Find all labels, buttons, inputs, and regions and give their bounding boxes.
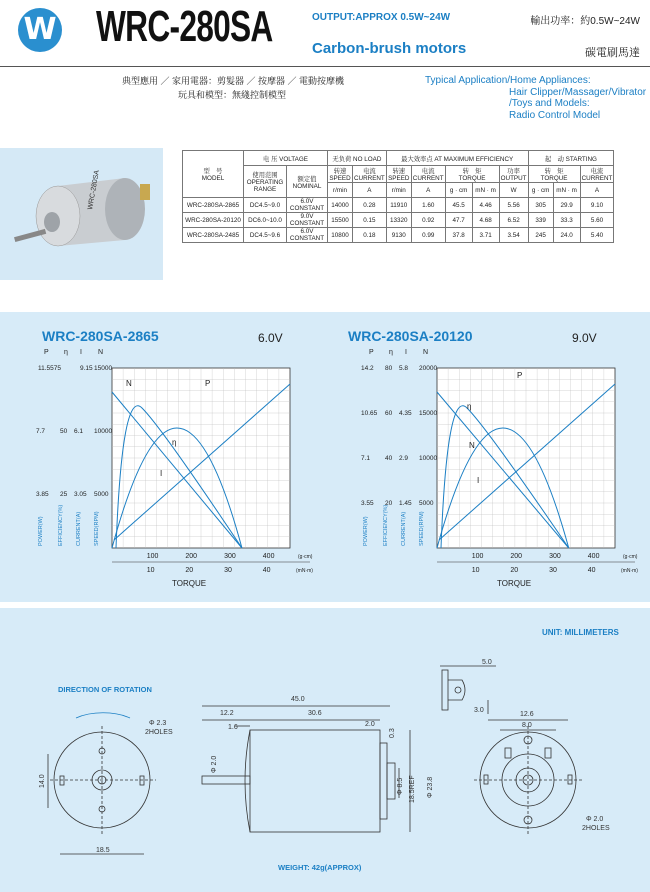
svg-text:18.5: 18.5 (96, 847, 110, 854)
svg-text:1.6: 1.6 (228, 724, 238, 731)
y-tick-label: 3.05 (74, 490, 87, 498)
header-divider (0, 66, 650, 67)
table-cell: 24.0 (553, 228, 580, 243)
axis-head: N (98, 349, 104, 356)
svg-text:18.5REF: 18.5REF (409, 775, 416, 803)
table-cell: 47.7 (445, 213, 472, 228)
table-row (183, 198, 614, 213)
table-row (183, 213, 614, 228)
table-cell: 4.68 (472, 213, 499, 228)
col-starting: 起 动 STARTING (528, 151, 614, 166)
table-cell: 0.18 (353, 228, 387, 243)
svg-text:3.0: 3.0 (474, 707, 484, 714)
y-tick-label: 5000 (94, 490, 109, 498)
curve-label: I (477, 476, 480, 485)
table-cell: 6.0V CONSTANT (287, 198, 328, 213)
y-tick-label: 3.55 (361, 500, 374, 507)
motor-photo (0, 148, 163, 280)
y-tick-label: 4.35 (399, 410, 412, 417)
y-tick-label: 60 (385, 410, 393, 417)
x-label: TORQUE (497, 579, 532, 588)
table-cell: 245 (528, 228, 553, 243)
curve-label: P (205, 379, 211, 388)
unit-gcm: (g·cm) (298, 554, 313, 560)
table-cell: WRC-280SA-2485 (183, 228, 244, 243)
svg-text:8.0: 8.0 (522, 722, 532, 729)
x-tick-gcm: 300 (224, 553, 236, 560)
output-range-cn: 輸出功率：約0.5W~24W (530, 16, 640, 27)
y-tick-label: 50 (60, 427, 68, 435)
x-tick-gcm: 400 (262, 553, 275, 560)
table-cell: 14000 (328, 198, 353, 213)
table-cell: 45.5 (445, 198, 472, 213)
rotation-label: DIRECTION OF ROTATION (58, 685, 152, 694)
table-cell: 3.54 (499, 228, 528, 243)
table-cell: 6.0V CONSTANT (287, 228, 328, 243)
col-model: 型 号 MODEL (183, 151, 244, 198)
side-label: SPEED(RPM) (419, 511, 425, 546)
table-cell: 3.71 (472, 228, 499, 243)
y-tick-label: 10000 (419, 455, 438, 462)
col-noload: 无负荷 NO LOAD (328, 151, 387, 166)
applications-en: Typical Application/Home Appliances: Hair Clipper/Massager/Vibrator /Toys and Models: Radio Control Model (425, 75, 647, 121)
x-tick-mnm: 20 (185, 567, 194, 574)
table-cell: 9.10 (580, 198, 614, 213)
photo-label: WRC-280SA (87, 169, 101, 211)
table-cell: 5.60 (580, 213, 614, 228)
svg-text:Φ 2.0: Φ 2.0 (586, 816, 604, 823)
front-view (48, 713, 156, 854)
table-cell: 37.8 (445, 228, 472, 243)
rear-view (474, 720, 582, 834)
curve-label: P (517, 371, 523, 380)
y-tick-label: 6.1 (74, 427, 84, 435)
svg-text:2HOLES: 2HOLES (145, 729, 173, 736)
performance-chart-2865 (0, 340, 325, 590)
performance-chart-20120 (325, 340, 650, 590)
model-title: WRC-280SA (96, 2, 273, 51)
axis-head: I (80, 349, 82, 356)
y-tick-label: 2.9 (399, 455, 409, 462)
dimension-drawing (0, 608, 650, 892)
chart2-title: WRC-280SA-20120 (348, 328, 473, 344)
table-cell: 6.52 (499, 213, 528, 228)
side-label: EFFICIENCY(%) (58, 504, 64, 546)
curve-label: η (172, 438, 177, 447)
y-tick-label: 9.15 (80, 365, 93, 372)
table-cell: DC4.5~9.6 (244, 228, 287, 243)
col-voltage: 电 压 VOLTAGE (244, 151, 328, 166)
x-tick-gcm: 100 (471, 553, 484, 560)
chart1-title: WRC-280SA-2865 (42, 328, 159, 344)
axis-head: P (369, 349, 374, 356)
axis-head: N (423, 349, 429, 356)
svg-text:2HOLES: 2HOLES (582, 825, 610, 832)
chart2-voltage: 9.0V (572, 331, 597, 345)
x-tick-gcm: 200 (185, 553, 198, 560)
curve-label: N (126, 379, 132, 388)
svg-text:Φ 8.5: Φ 8.5 (397, 777, 404, 795)
table-cell: 11910 (386, 198, 411, 213)
curve-label: I (160, 469, 163, 478)
y-tick-label: 5.8 (399, 365, 409, 372)
unit-label: UNIT: MILLIMETERS (542, 628, 619, 637)
y-tick-label: 25 (60, 490, 68, 498)
applications-cn-2: 玩具和模型：無綫控制模型 (178, 90, 287, 100)
weight-label: WEIGHT: 42g(APPROX) (278, 863, 362, 872)
table-cell: 4.46 (472, 198, 499, 213)
svg-text:0.3: 0.3 (389, 728, 396, 738)
y-tick-label: 20 (385, 500, 393, 507)
side-label: CURRENT(A) (76, 511, 82, 546)
x-tick-gcm: 100 (146, 553, 159, 560)
svg-text:30.6: 30.6 (308, 710, 322, 717)
curve-label: N (469, 441, 475, 450)
x-tick-mnm: 10 (146, 567, 155, 574)
x-tick-gcm: 300 (549, 553, 561, 560)
y-tick-label: 15000 (419, 410, 438, 417)
curve-label: η (467, 402, 472, 411)
y-tick-label: 10000 (94, 427, 113, 435)
svg-text:2.0: 2.0 (365, 721, 375, 728)
table-cell: 9130 (386, 228, 411, 243)
axis-head: P (44, 349, 49, 356)
x-tick-mnm: 30 (549, 567, 557, 574)
table-cell: 339 (528, 213, 553, 228)
side-label: POWER(W) (38, 516, 44, 546)
applications-cn-1: 典型應用 ／ 家用電器：剪髮器 ／ 按摩器 ／ 電動按摩機 (122, 76, 345, 86)
unit-mnm: (mN·m) (621, 568, 638, 574)
table-cell: WRC-280SA-20120 (183, 213, 244, 228)
spec-rows (183, 198, 614, 243)
table-cell: 13320 (386, 213, 411, 228)
axis-head: η (389, 349, 393, 356)
table-cell: WRC-280SA-2865 (183, 198, 244, 213)
terminal-detail (440, 666, 496, 714)
x-label: TORQUE (172, 579, 207, 588)
y-tick-label: 7.7 (36, 427, 46, 435)
svg-text:12.2: 12.2 (220, 710, 234, 717)
table-cell: 10800 (328, 228, 353, 243)
x-tick-mnm: 20 (510, 567, 519, 574)
unit-gcm: (g·cm) (623, 554, 638, 560)
side-label: SPEED(RPM) (94, 511, 100, 546)
x-tick-gcm: 200 (510, 553, 523, 560)
product-type: Carbon-brush motors (312, 40, 467, 57)
svg-text:Φ 23.8: Φ 23.8 (427, 776, 434, 798)
y-tick-label: 14.2 (361, 365, 374, 372)
table-cell: 1.60 (411, 198, 445, 213)
col-maxeff: 最大效率点 AT MAXIMUM EFFICIENCY (386, 151, 528, 166)
y-tick-label: 7.1 (361, 455, 371, 462)
y-tick-label: 80 (385, 365, 393, 372)
table-cell: 0.15 (353, 213, 387, 228)
x-tick-mnm: 40 (587, 567, 596, 574)
table-cell: 15500 (328, 213, 353, 228)
svg-text:Φ 2.3: Φ 2.3 (149, 720, 167, 727)
y-tick-label: 3.85 (36, 490, 49, 498)
table-cell: 29.9 (553, 198, 580, 213)
x-tick-mnm: 40 (262, 567, 271, 574)
y-tick-label: 1.45 (399, 500, 412, 507)
x-tick-gcm: 400 (587, 553, 600, 560)
svg-text:Φ 2.0: Φ 2.0 (211, 755, 218, 773)
svg-text:5.0: 5.0 (482, 659, 492, 666)
table-cell: DC4.5~9.0 (244, 198, 287, 213)
product-type-cn: 碳電刷馬達 (585, 47, 640, 59)
y-tick-label: 11.5575 (38, 365, 62, 372)
spec-table: 型 号 MODEL 电 压 VOLTAGE 无负荷 NO LOAD 最大效率点 AT MAXIMUM EFFICIENCY 起 动 STARTING 使用范围 OPERATING RANGE 额定值 NOMINAL 转速 SPEED 电流 CURRENT 转速 SPEED 电流 CURRENT 转 矩 TORQUE 功率 OUTPUT 转 矩 TORQUE 电流 CURRENT r/min A r/min A g · cm mN · m W g · cm mN · m A WRC-280SA-2865 DC4.5~9.0 6.0V CONSTANT 14000 0.28 11910 1.60 45.5 4.46 5.56 305 29.9 9.10 WRC-280SA-20120 DC6.0~10.0 9.0V CONSTANT 15500 0.15 13320 0.92 47.7 4.68 6.52 339 33.3 5.60 WRC-280SA-2485 DC4.5~9.6 6.0V CONSTANT 10800 0.18 9130 0.99 37.8 3.71 3.54 245 24.0 5.40 (182, 150, 614, 243)
svg-text:14.0: 14.0 (39, 774, 46, 788)
table-cell: 0.28 (353, 198, 387, 213)
table-cell: DC6.0~10.0 (244, 213, 287, 228)
axis-head: η (64, 349, 68, 356)
side-label: EFFICIENCY(%) (383, 504, 389, 546)
y-tick-label: 10.65 (361, 410, 378, 417)
y-tick-label: 15000 (94, 365, 113, 372)
table-row (183, 228, 614, 243)
table-cell: 0.92 (411, 213, 445, 228)
brand-logo: W (18, 8, 62, 52)
table-cell: 0.99 (411, 228, 445, 243)
side-label: CURRENT(A) (401, 511, 407, 546)
table-cell: 5.56 (499, 198, 528, 213)
y-tick-label: 20000 (419, 365, 438, 372)
side-label: POWER(W) (363, 516, 369, 546)
unit-mnm: (mN·m) (296, 568, 313, 574)
chart1-voltage: 6.0V (258, 331, 283, 345)
output-range: OUTPUT:APPROX 0.5W~24W (312, 12, 451, 23)
table-cell: 9.0V CONSTANT (287, 213, 328, 228)
x-tick-mnm: 30 (224, 567, 232, 574)
svg-text:45.0: 45.0 (291, 696, 305, 703)
table-cell: 305 (528, 198, 553, 213)
svg-text:12.6: 12.6 (520, 711, 534, 718)
x-tick-mnm: 10 (471, 567, 480, 574)
y-tick-label: 40 (385, 455, 393, 462)
axis-head: I (405, 349, 407, 356)
y-tick-label: 5000 (419, 500, 434, 507)
table-cell: 33.3 (553, 213, 580, 228)
table-cell: 5.40 (580, 228, 614, 243)
